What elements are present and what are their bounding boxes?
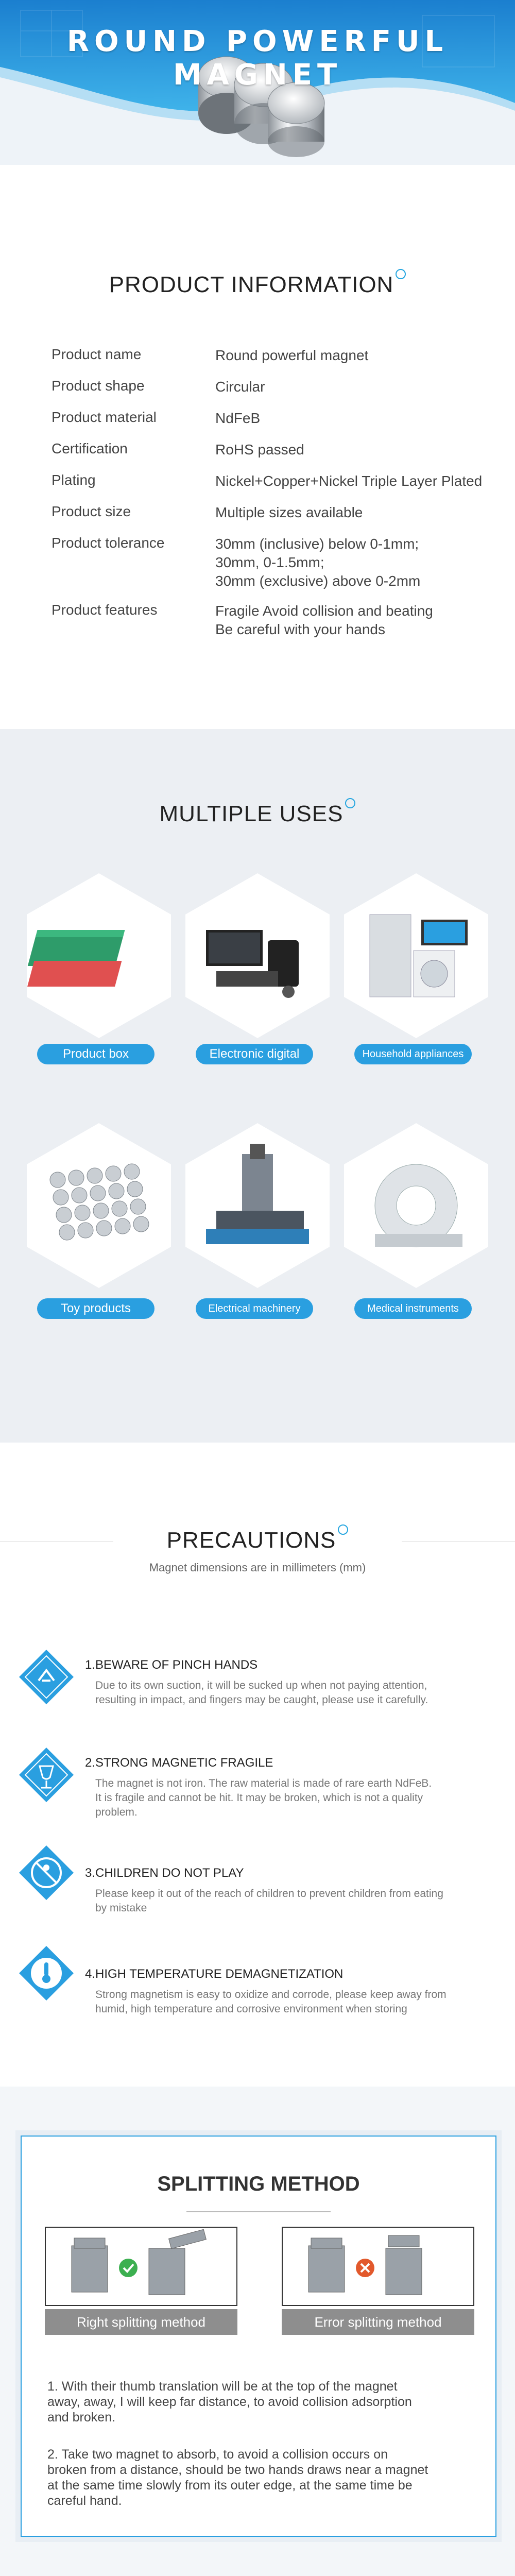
info-value: Nickel+Copper+Nickel Triple Layer Plated	[215, 473, 483, 489]
info-value: Fragile Avoid collision and beating Be careful with your hands	[215, 603, 433, 637]
info-value: Round powerful magnet	[215, 347, 369, 363]
splitting-paragraph: 2. Take two magnet to absorb, to avoid a collision occurs on broken from a distance, should be two hands draws near a magnet at the same time slowly from its outer edge, at the same time be careful hand.	[47, 2447, 428, 2508]
disc-magnet	[50, 1172, 65, 1188]
divider	[186, 2211, 331, 2212]
precaution-heading: 2.STRONG MAGNETIC FRAGILE	[85, 1756, 273, 1770]
disc-magnet	[112, 1201, 127, 1216]
info-key: Product size	[52, 503, 131, 519]
info-key: Product shape	[52, 378, 145, 394]
use-label: Product box	[37, 1044, 154, 1064]
splitting-title: SPLITTING METHOD	[157, 2173, 360, 2195]
disc-magnet	[87, 1168, 102, 1183]
disc-magnet	[133, 1216, 149, 1232]
divider	[402, 1541, 515, 1542]
uses-section	[0, 729, 515, 1443]
product-info-title: PRODUCT INFORMATION	[0, 272, 515, 298]
disc-magnet	[93, 1203, 109, 1218]
disc-magnet	[124, 1164, 140, 1179]
use-label: Electronic digital	[196, 1044, 313, 1064]
circle-icon	[396, 269, 406, 279]
use-label: Medical instruments	[354, 1298, 472, 1319]
info-value: Multiple sizes available	[215, 504, 363, 520]
precaution-body: Please keep it out of the reach of children to prevent children from eating by mistake	[95, 1888, 443, 1914]
uses-title: MULTIPLE USES	[0, 801, 515, 827]
disc-magnet	[72, 1188, 87, 1203]
disc-magnet	[75, 1205, 90, 1221]
info-key: Product features	[52, 602, 158, 618]
info-value: NdFeB	[215, 410, 261, 426]
splitting-card	[21, 2136, 496, 2537]
info-key: Plating	[52, 472, 96, 488]
info-value: 30mm (inclusive) below 0-1mm; 30mm, 0-1.5mm; 30mm (exclusive) above 0-2mm	[215, 536, 421, 589]
disc-magnet	[130, 1199, 146, 1214]
no-children-icon	[18, 1844, 75, 1901]
hero-banner	[0, 0, 515, 165]
right-method-illustration	[45, 2227, 237, 2306]
disc-magnet	[115, 1218, 130, 1234]
disc-magnet	[96, 1221, 112, 1236]
disc-magnet	[59, 1225, 75, 1240]
hero-title: ROUND POWERFUL MAGNET	[66, 25, 449, 92]
use-label: Electrical machinery	[196, 1298, 313, 1319]
precaution-body: Due to its own suction, it will be sucked up when not paying attention, resulting in impact, and fingers may be caught, please use it carefully.	[95, 1680, 428, 1706]
info-key: Product name	[52, 346, 142, 362]
splitting-paragraph: 1. With their thumb translation will be at the top of the magnet away, away, I will keep far distance, to avoid collision adsorption and broken.	[47, 2379, 412, 2425]
temperature-icon	[18, 1945, 75, 2002]
use-label: Household appliances	[354, 1044, 472, 1064]
precaution-body: The magnet is not iron. The raw material is made of rare earth NdFeB. It is fragile and cannot be hit. It may be broken, which is not a quality problem.	[95, 1777, 432, 1818]
error-method-illustration	[282, 2227, 474, 2306]
right-method-caption: Right splitting method	[45, 2309, 237, 2335]
error-method-caption: Error splitting method	[282, 2309, 474, 2335]
precaution-body: Strong magnetism is easy to oxidize and corrode, please keep away from humid, high temperature and corrosive environment when storing	[95, 1989, 447, 2015]
use-label: Toy products	[37, 1298, 154, 1319]
disc-magnet	[68, 1170, 84, 1185]
disc-magnet	[56, 1207, 72, 1223]
info-value: RoHS passed	[215, 442, 304, 457]
disc-magnet	[78, 1223, 93, 1238]
disc-magnet	[109, 1183, 124, 1199]
precaution-heading: 1.BEWARE OF PINCH HANDS	[85, 1658, 258, 1672]
info-key: Product tolerance	[52, 535, 165, 551]
disc-magnet	[106, 1166, 121, 1181]
precaution-heading: 3.CHILDREN DO NOT PLAY	[85, 1866, 244, 1880]
precautions-subtitle: Magnet dimensions are in millimeters (mm)	[149, 1561, 366, 1574]
divider	[0, 1541, 113, 1542]
fragile-icon	[18, 1747, 75, 1803]
precautions-title: PRECAUTIONS	[0, 1528, 515, 1553]
circle-icon	[345, 798, 355, 808]
info-key: Certification	[52, 440, 128, 456]
info-key: Product material	[52, 409, 157, 425]
info-value: Circular	[215, 379, 265, 395]
precaution-heading: 4.HIGH TEMPERATURE DEMAGNETIZATION	[85, 1967, 344, 1981]
hand-pinch-icon	[18, 1649, 75, 1705]
disc-magnet	[90, 1185, 106, 1201]
circle-icon	[338, 1524, 348, 1535]
disc-magnet	[53, 1190, 68, 1205]
disc-magnet	[127, 1181, 143, 1197]
